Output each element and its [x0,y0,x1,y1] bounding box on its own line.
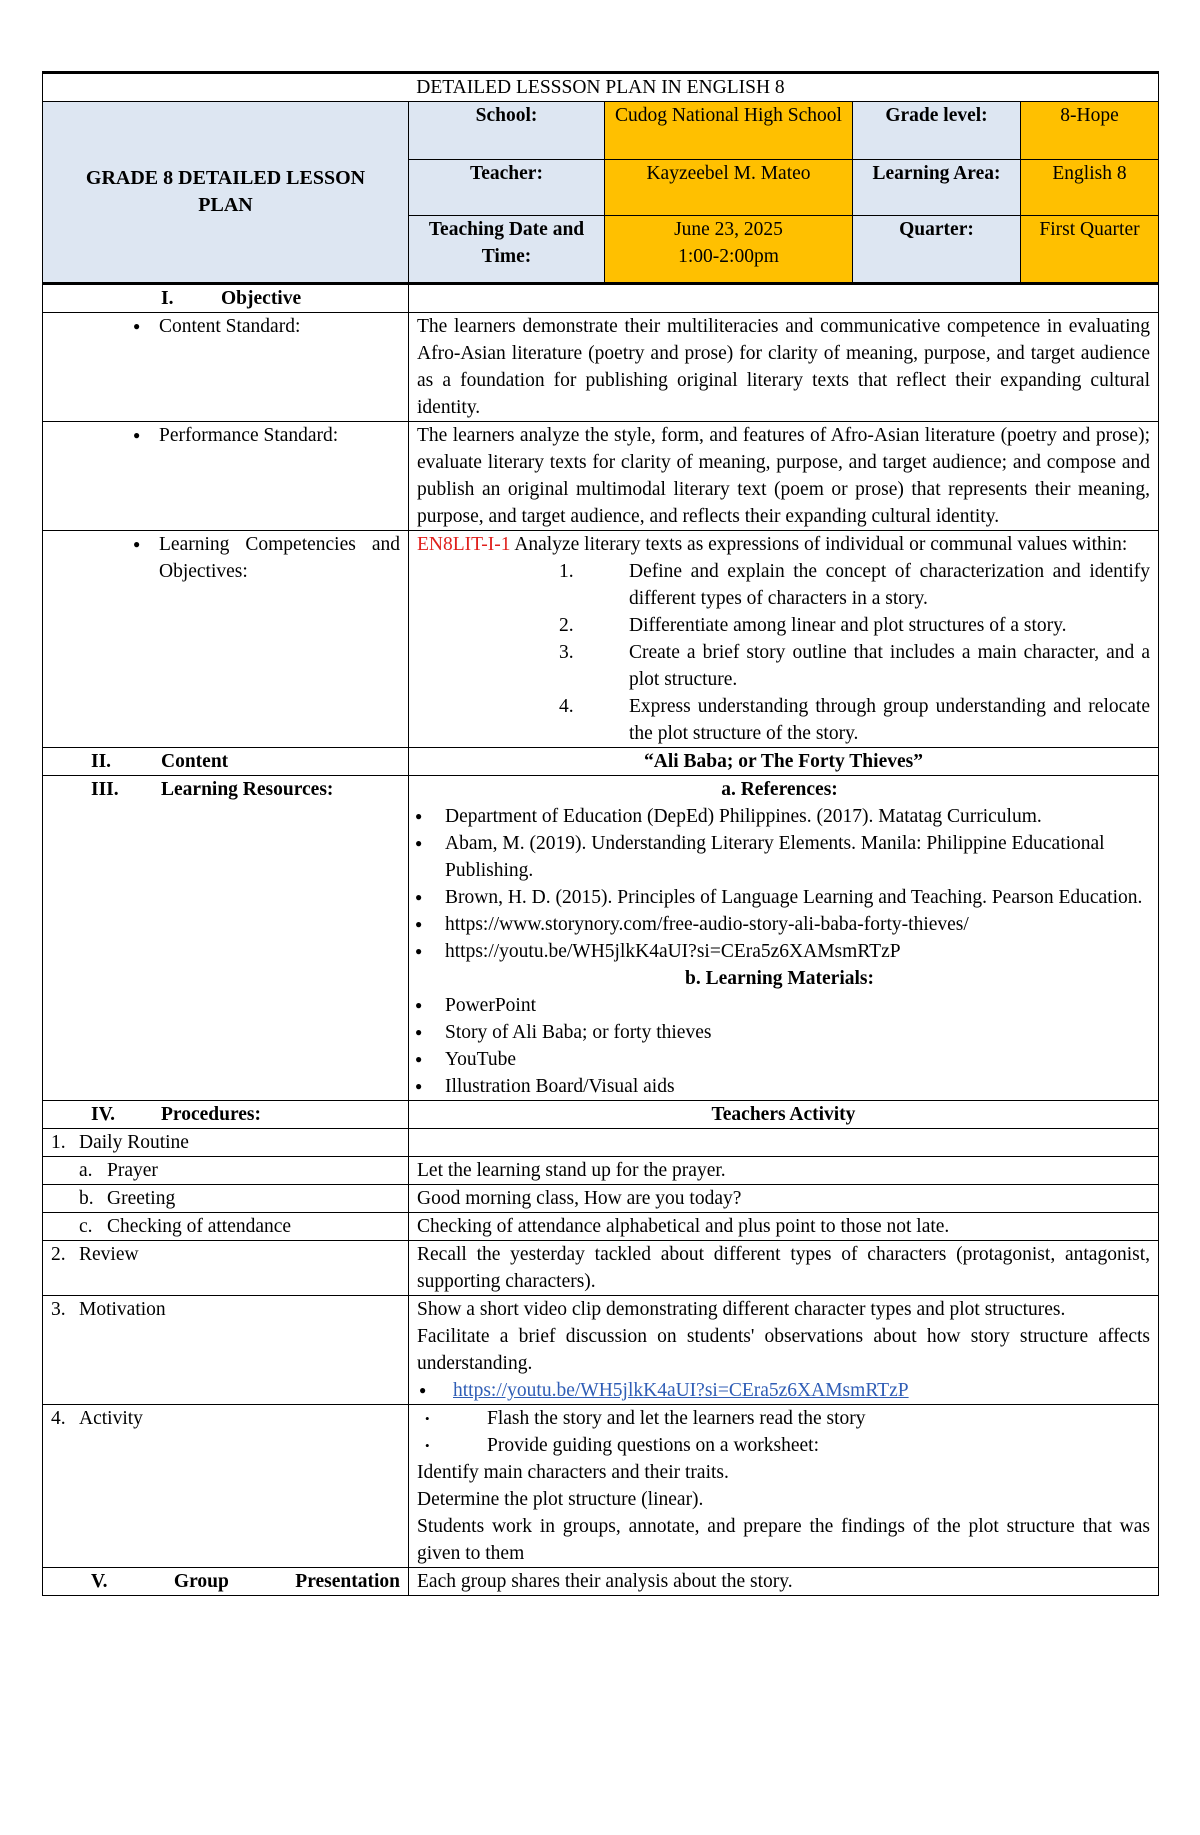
daily-routine-label [43,1129,409,1157]
objective-item [417,639,1150,693]
content-standard-text: The learners demonstrate their multiliteracies and communicative competence in evaluating Afro-Asian literature (poetry and prose) for clarity of meaning, purpose, and target audience as a foundation for publishing original literary texts that reflect their expanding cultural identity. [409,313,1159,422]
procedures-numeral: IV. [91,1104,116,1125]
objective-item-text: Create a brief story outline that includes a main character, and a plot structure. [629,642,1150,690]
competency-label-cell [43,531,409,748]
area-label: Learning Area: [853,160,1021,216]
objective-item-text: Express understanding through group understanding and relocate the plot structure of the story. [629,696,1150,744]
competency-label: ● Learning Competencies and Objectives: [51,531,400,585]
material-item: ● PowerPoint [409,992,1150,1019]
activity-bullet [417,1432,1150,1459]
activity-bullet [417,1405,1150,1432]
daily-routine-text: Daily Routine [79,1132,189,1153]
procedures-heading-text: Procedures: [161,1104,262,1125]
plan-title [43,102,409,284]
reference-item: ● Brown, H. D. (2015). Principles of Language Learning and Teaching. Pearson Education. [409,884,1150,911]
material-item: ● YouTube [409,1046,1150,1073]
grade-label: Grade level: [853,102,1021,160]
competency-code: EN8LIT-I-1 [417,534,511,555]
plan-title-text: GRADE 8 DETAILED LESSON PLAN [85,167,366,216]
attendance-label [43,1213,409,1241]
group-presentation-text: Each group shares their analysis about the story. [409,1568,1159,1596]
daily-routine-blank [409,1129,1159,1157]
motivation-text-2: Facilitate a brief discussion on students' observations about how story structure affects understanding. [417,1326,1150,1374]
lesson-plan-table [42,71,1159,1596]
quarter-value: First Quarter [1021,216,1159,284]
attendance-text: Checking of attendance alphabetical and plus point to those not late. [409,1213,1159,1241]
materials-heading: b. Learning Materials: [684,968,875,989]
bullet-icon: • [425,1438,430,1453]
objective-item-number: 2. [559,615,574,636]
activity-line-2: Determine the plot structure (linear). [417,1489,704,1510]
greeting-label [43,1185,409,1213]
bullet-icon: ● [419,1383,427,1397]
daily-routine-number: 1. [51,1132,66,1153]
group-presentation-heading [43,1568,409,1596]
attendance-text-label: Checking of attendance [107,1216,292,1237]
references-list [409,803,1150,965]
resources-cell [409,776,1159,1101]
objective-item-text: Differentiate among linear and plot structures of a story. [629,615,1067,636]
document-title: DETAILED LESSSON PLAN IN ENGLISH 8 [43,73,1159,102]
materials-list [409,992,1150,1100]
motivation-cell [409,1296,1159,1405]
performance-standard-text: The learners analyze the style, form, and features of Afro-Asian literature (poetry and prose); evaluate literary texts for clarity of meaning, purpose, and target audience; and compose and publish an original multimodal literary text (poem or prose) that represents their meaning, purpose, and target audience, and reflects their expanding cultural identity. [409,422,1159,531]
grade-value: 8-Hope [1021,102,1159,160]
activity-bullet-text: Flash the story and let the learners read the story [487,1408,866,1429]
objective-heading-text: Objective [221,288,302,309]
motivation-number: 3. [51,1299,66,1320]
review-text-label: Review [79,1244,139,1265]
objective-blank [409,284,1159,313]
bullet-icon: • [425,1411,430,1426]
date-label: Teaching Date and Time: [409,216,605,284]
date-value [605,216,853,284]
objective-numeral: I. [161,288,174,309]
date-value-time: 1:00-2:00pm [678,246,779,267]
activity-label [43,1405,409,1568]
motivation-video-link[interactable]: https://youtu.be/WH5jlkK4aUI?si=CEra5z6XAMsmRTzP [453,1380,909,1401]
date-value-date: June 23, 2025 [674,219,783,240]
school-label: School: [409,102,605,160]
group-numeral: V. [91,1571,108,1592]
group-heading-word-2: Presentation [295,1571,400,1592]
activity-text-label: Activity [79,1408,143,1429]
objective-list [417,558,1150,747]
greeting-text-label: Greeting [107,1188,176,1209]
group-presentation-heading-row [51,1568,400,1595]
objective-item-text: Define and explain the concept of characterization and identify different types of characters in a story. [629,561,1150,609]
review-label [43,1241,409,1296]
greeting-letter: b. [79,1188,94,1209]
content-standard-label: ● Content Standard: [51,313,400,340]
group-heading-word-1: Group [173,1571,229,1592]
material-item: ● Illustration Board/Visual aids [409,1073,1150,1100]
prayer-label [43,1157,409,1185]
reference-item: ● https://youtu.be/WH5jlkK4aUI?si=CEra5z6XAMsmRTzP [409,938,1150,965]
content-value: “Ali Baba; or The Forty Thieves” [409,748,1159,776]
content-standard-label-cell [43,313,409,422]
motivation-label [43,1296,409,1405]
competency-cell [409,531,1159,748]
objective-item [417,612,1150,639]
competency-text: Analyze literary texts as expressions of individual or communal values within: [510,534,1128,555]
objective-item-number: 4. [559,696,574,717]
resources-heading-text: Learning Resources: [161,779,334,800]
teacher-value: Kayzeebel M. Mateo [605,160,853,216]
objective-item [417,693,1150,747]
reference-item: ● https://www.storynory.com/free-audio-story-ali-baba-forty-thieves/ [409,911,1150,938]
greeting-text: Good morning class, How are you today? [409,1185,1159,1213]
performance-standard-label: ● Performance Standard: [51,422,400,449]
objective-heading [43,284,409,313]
motivation-text-1: Show a short video clip demonstrating different character types and plot structures. [417,1299,1066,1320]
prayer-text: Let the learning stand up for the prayer. [409,1157,1159,1185]
competency-intro [417,531,1150,558]
lesson-plan-document [42,71,1158,1596]
content-heading [43,748,409,776]
teacher-label: Teacher: [409,160,605,216]
material-item: ● Story of Ali Baba; or forty thieves [409,1019,1150,1046]
motivation-text-label: Motivation [79,1299,166,1320]
motivation-link-row [417,1377,1150,1404]
objective-item [417,558,1150,612]
quarter-label: Quarter: [853,216,1021,284]
review-text: Recall the yesterday tackled about different types of characters (protagonist, antagonist, supporting characters). [409,1241,1159,1296]
activity-line-3: Students work in groups, annotate, and prepare the findings of the plot structure that was given to them [417,1516,1150,1564]
procedures-heading [43,1101,409,1129]
attendance-letter: c. [79,1216,93,1237]
activity-number: 4. [51,1408,66,1429]
school-value: Cudog National High School [605,102,853,160]
teachers-activity-heading: Teachers Activity [409,1101,1159,1129]
prayer-letter: a. [79,1160,93,1181]
resources-numeral: III. [91,779,119,800]
objective-item-number: 1. [559,561,574,582]
content-numeral: II. [91,751,112,772]
area-value: English 8 [1021,160,1159,216]
reference-item: ● Abam, M. (2019). Understanding Literary Elements. Manila: Philippine Educational Publishing. [409,830,1150,884]
references-heading: a. References: [721,779,838,800]
resources-heading [43,776,409,1101]
activity-bullet-text: Provide guiding questions on a worksheet: [487,1435,820,1456]
activity-cell [409,1405,1159,1568]
objective-item-number: 3. [559,642,574,663]
content-heading-text: Content [161,751,229,772]
performance-standard-label-cell [43,422,409,531]
activity-line-1: Identify main characters and their traits. [417,1462,729,1483]
prayer-text-label: Prayer [107,1160,158,1181]
reference-item: ● Department of Education (DepEd) Philippines. (2017). Matatag Curriculum. [409,803,1150,830]
review-number: 2. [51,1244,66,1265]
